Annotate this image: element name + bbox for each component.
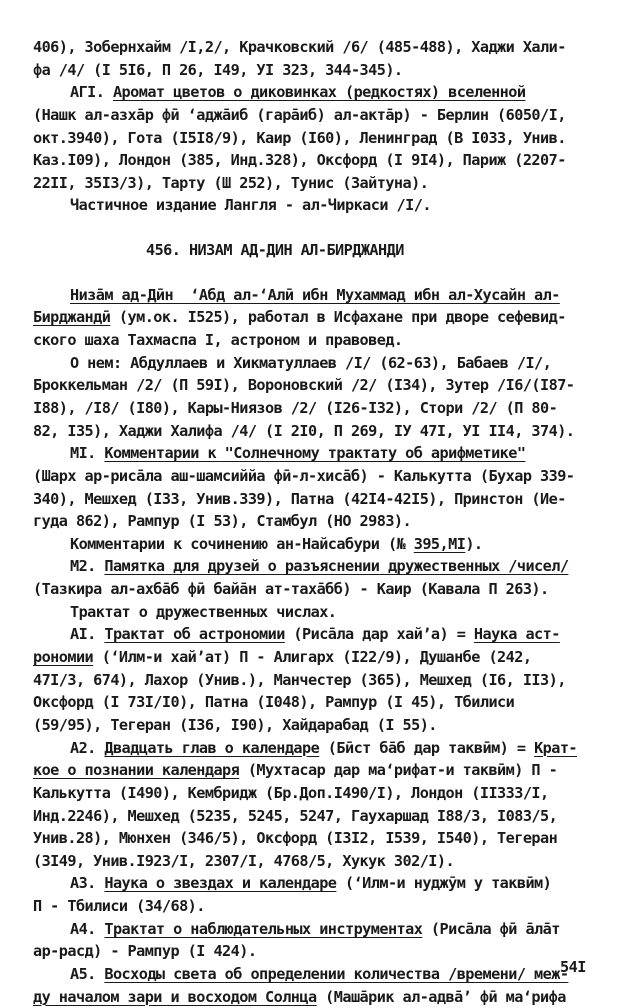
text-line [33, 284, 603, 307]
text-segment: Броккельман /2/ (П 59I), Вороновский /2/ (I34), Зутер /I6/(I87- [33, 376, 575, 395]
underlined-title: Двадцать глав о календаре [104, 738, 320, 757]
underlined-title: Низа̄м ад-Дӣн ʻАбд ал-ʻАлӣ ибн Мухаммад ибн ал-Хусайн ал- [70, 285, 560, 304]
section-heading [33, 239, 603, 262]
text-line [33, 533, 603, 556]
underlined-title: Комментарии к "Солнечному трактату об арифметике" [104, 444, 526, 463]
text-segment: Калькутта (I490), Кембридж (Бр.Доп.I490/I), Лондон (II333/I, [33, 783, 549, 802]
underlined-title: кое о познании календаря [33, 761, 240, 780]
text-line [33, 918, 603, 941]
text-segment: (Риса̄ла фӣ а̄ла̄т [422, 919, 560, 938]
text-line [33, 895, 603, 918]
text-segment: М2. [70, 557, 105, 576]
text-segment: 82, I35), Хаджи Халифа /4/ (I 2I0, П 269, IУ 47I, УI II4, 374). [33, 421, 575, 440]
text-segment: Инд.2246), Мешхед (5235, 5245, 5247, Гаухаршад I88/3, I083/5, [33, 806, 558, 825]
text-line [33, 127, 603, 150]
text-line [33, 872, 603, 895]
text-line [33, 963, 603, 986]
text-segment: 340), Мешхед (I33, Унив.339), Патна (42I4-42I5), Принстон (Ие- [33, 489, 566, 508]
underlined-title: Бирджандӣ [33, 308, 111, 327]
text-line [33, 714, 603, 737]
text-line [33, 782, 603, 805]
text-line [33, 555, 603, 578]
text-segment: (ʻИлм-и хайʼат) П - Алигарх (I22/9), Душанбе (242, [93, 648, 532, 667]
text-segment: Каз.I09), Лондон (385, Инд.328), Оксфорд (I 9I4), Париж (2207- [33, 151, 566, 170]
text-line [33, 397, 603, 420]
text-segment: Унив.28), Мюнхен (346/5), Оксфорд (I3I2, I539, I540), Тегеран [33, 829, 558, 848]
text-line [33, 306, 603, 329]
text-segment: (Бӣст ба̄б дар таквӣм) = [319, 738, 535, 757]
text-line [33, 329, 603, 352]
text-line [33, 149, 603, 172]
text-segment: ). [465, 534, 483, 553]
text-segment: (3I49, Унив.I923/I, 2307/I, 4768/5, Хукук 302/I). [33, 851, 455, 870]
paragraph-gap [33, 217, 603, 239]
text-segment: АГI. [70, 83, 113, 102]
text-line [33, 172, 603, 195]
text-segment: Оксфорд (I 73I/I0), Патна (I048), Рампур (I 45), Тбилиси [33, 693, 515, 712]
page-number: 54I [560, 958, 586, 976]
text-segment: 22II, 35I3/3), Тарту (Ш 252), Тунис (Зайтуна). [33, 173, 429, 192]
text-segment: А4. [70, 919, 105, 938]
text-segment: (ʻИлм-и нуджӯм у таквӣм) [336, 874, 552, 893]
text-segment: АI. [70, 625, 105, 644]
text-line [33, 104, 603, 127]
text-segment: (Мухтасар дар маʻрифат-и таквӣм) П - [239, 761, 558, 780]
text-line [33, 59, 603, 82]
text-segment: (Риса̄ла дар хайʼа) = [284, 625, 474, 644]
text-segment: (Маша̄рик ал-адва̄ʼ фӣ маʻрифа [316, 987, 566, 1006]
text-segment: гуда 862), Рампур (I 53), Стамбул (НО 2983). [33, 512, 412, 531]
text-line [33, 805, 603, 828]
text-line [33, 669, 603, 692]
text-segment: 406), Зобернхайм /I,2/, Крачковский /6/ (485-488), Хаджи Хали- [33, 38, 566, 56]
text-segment: I88), /I8/ (I80), Кары-Ниязов /2/ (I26-I32), Стори /2/ (П 80- [33, 398, 558, 417]
text-segment: А2. [70, 738, 105, 757]
document-page [33, 36, 603, 1008]
underlined-title: Восходы света об определении количества /времени/ меж- [104, 964, 569, 983]
text-segment: А3. [70, 874, 105, 893]
underlined-title: Крат- [534, 738, 578, 757]
underlined-title: Трактат об астрономии [104, 625, 285, 644]
text-segment: (ум.ок. I525), работал в Исфахане при дворе сефевид- [110, 308, 566, 327]
text-segment: Комментарии к сочинению ан-Найсабури (№ [70, 534, 414, 553]
text-line [33, 850, 603, 873]
underlined-title: Памятка для друзей о разъяснении дружественных /чисел/ [104, 557, 569, 576]
text-line [33, 510, 603, 533]
text-segment: (Нашк ал-азха̄р фӣ ʻаджа̄иб (гара̄иб) ал-акта̄р) - Берлин (6050/I, [33, 105, 566, 124]
text-line [33, 691, 603, 714]
text-line [33, 194, 603, 217]
text-segment: Трактат о дружественных числах. [70, 602, 337, 621]
text-line [33, 601, 603, 624]
text-line [33, 374, 603, 397]
text-line [33, 578, 603, 601]
text-segment: (Шарх ар-риса̄ла аш-шамсиййа фӣ-л-хиса̄б) - Калькутта (Бухар 339- [33, 466, 575, 485]
text-line [33, 420, 603, 443]
text-segment: фа /4/ (I 5I6, П 26, I49, УI 323, 344-345). [33, 60, 403, 79]
text-segment: А5. [70, 964, 105, 983]
text-line [33, 737, 603, 760]
text-line [33, 827, 603, 850]
text-line [33, 488, 603, 511]
text-line [33, 36, 603, 59]
underlined-title: Наука аст- [473, 625, 560, 644]
underlined-title: 395,МI [413, 534, 466, 553]
text-segment: ар-расд) - Рампур (I 424). [33, 942, 257, 961]
text-segment: 456. НИЗАМ АД-ДИН АЛ-БИРДЖАНДИ [146, 241, 404, 260]
underlined-title: Трактат о наблюдательных инструментах [104, 919, 423, 938]
paragraph-gap [33, 262, 603, 284]
text-segment: П - Тбилиси (34/68). [33, 897, 205, 916]
text-line [33, 623, 603, 646]
text-line [33, 759, 603, 782]
underlined-title: рономии [33, 648, 94, 667]
text-segment: МI. [70, 444, 105, 463]
text-segment: 47I/3, 674), Лахор (Унив.), Манчестер (365), Мешхед (I6, II3), [33, 670, 566, 689]
text-line [33, 465, 603, 488]
text-line [33, 646, 603, 669]
text-line [33, 940, 603, 963]
text-segment: ского шаха Тахмаспа I, астроном и правовед. [33, 331, 403, 350]
text-line [33, 352, 603, 375]
underlined-title: ду началом зари и восходом Солнца [33, 987, 317, 1006]
underlined-title: Аромат цветов о диковинках (редкостях) вселенной [112, 83, 526, 102]
text-segment: (Тазкира ал-ахба̄б фӣ байа̄н ат-таха̄бб) - Каир (Кавала П 263). [33, 580, 549, 599]
text-segment: (59/95), Тегеран (I36, I90), Хайдарабад (I 55). [33, 715, 437, 734]
text-segment: О нем: Абдуллаев и Хикматуллаев /I/ (62-63), Бабаев /I/, [70, 353, 552, 372]
text-line [33, 986, 603, 1008]
text-line [33, 442, 603, 465]
text-segment: Частичное издание Лангля - ал-Чиркаси /I/. [70, 196, 431, 215]
underlined-title: Наука о звездах и календаре [104, 874, 337, 893]
text-segment: окт.3940), Гота (I5I8/9), Каир (I60), Ленинград (В I033, Унив. [33, 128, 566, 147]
text-line [33, 81, 603, 104]
